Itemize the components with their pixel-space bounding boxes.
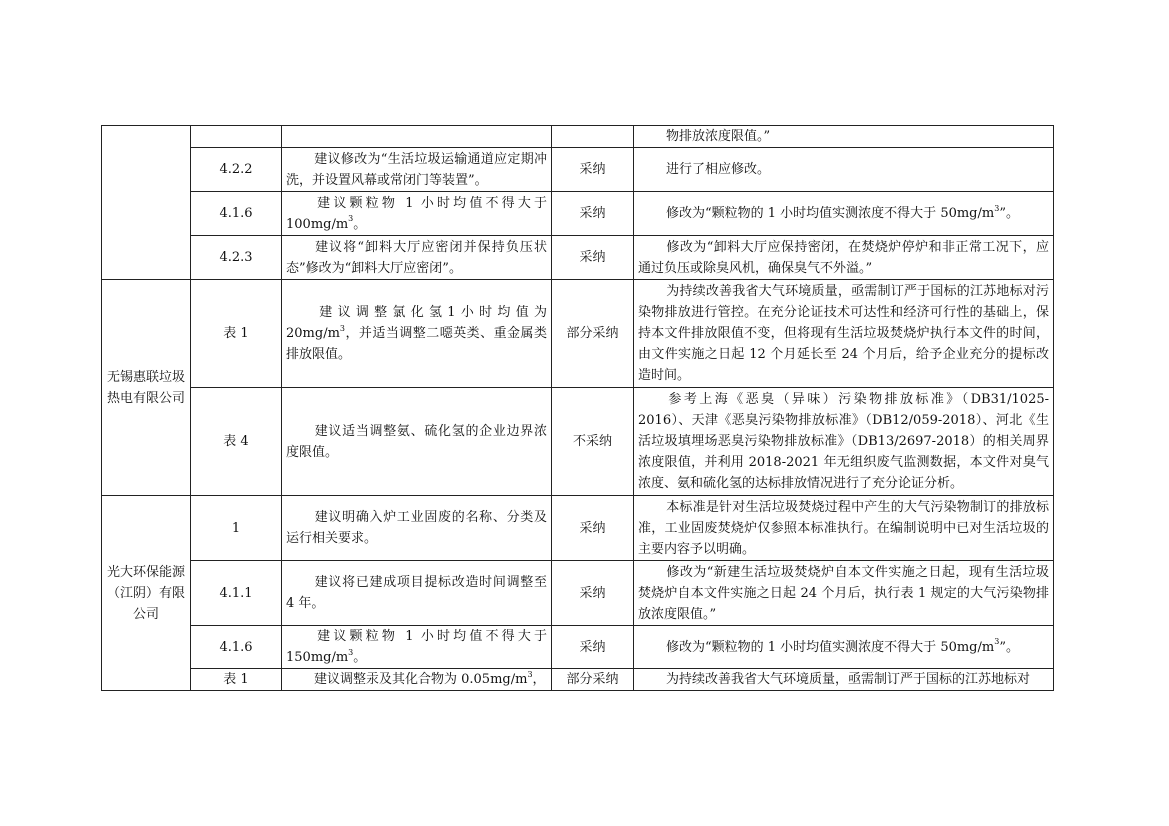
table-row xyxy=(102,236,1054,280)
note-cell: 进行了相应修改。 xyxy=(634,148,1054,192)
table-row xyxy=(102,496,1054,561)
table-row xyxy=(102,626,1054,669)
clause-cell: 1 xyxy=(191,496,282,561)
suggestion-cell: 建议调整氯化氢1小时均值为$20mg/m^3$，并适当调整二噁英类、重金属类排放限值。 xyxy=(282,280,552,388)
table-row xyxy=(102,148,1054,192)
table-row xyxy=(102,388,1054,496)
table-row xyxy=(102,280,1054,388)
note-cell: 修改为“颗粒物的 1 小时均值实测浓度不得大于 $50mg/m^3$”。 xyxy=(634,626,1054,669)
result-cell: 采纳 xyxy=(552,148,634,192)
org-cell: 无锡惠联垃圾热电有限公司 xyxy=(102,280,191,496)
org-cell: 光大环保能源（江阴）有限公司 xyxy=(102,496,191,691)
result-cell: 采纳 xyxy=(552,626,634,669)
result-cell: 采纳 xyxy=(552,561,634,626)
clause-cell: 4.2.2 xyxy=(191,148,282,192)
clause-cell: 表 1 xyxy=(191,669,282,691)
suggestion-cell: 建议适当调整氨、硫化氢的企业边界浓度限值。 xyxy=(282,388,552,496)
table-row xyxy=(102,561,1054,626)
suggestion-cell: 建议将“卸料大厅应密闭并保持负压状态”修改为“卸料大厅应密闭”。 xyxy=(282,236,552,280)
note-cell: 参考上海《恶臭（异味）污染物排放标准》（DB31/1025-2016）、天津《恶臭污染物排放标准》（DB12/059-2018）、河北《生活垃圾填埋场恶臭污染物排放标准》（DB13/2697-2018）的相关周界浓度限值，并利用 2018-2021 年无组织废气监测数据，本文件对臭气浓度、氨和硫化氢的达标排放情况进行了充分论证分析。 xyxy=(634,388,1054,496)
org-cell xyxy=(102,126,191,280)
result-cell: 部分采纳 xyxy=(552,280,634,388)
suggestion-cell: 建议颗粒物 1 小时均值不得大于 $100mg/m^3$。 xyxy=(282,192,552,236)
note-cell: 修改为“卸料大厅应保持密闭，在焚烧炉停炉和非正常工况下，应通过负压或除臭风机，确保臭气不外溢。” xyxy=(634,236,1054,280)
clause-cell: 4.1.6 xyxy=(191,626,282,669)
suggestion-cell xyxy=(282,126,552,148)
result-cell: 部分采纳 xyxy=(552,669,634,691)
clause-cell xyxy=(191,126,282,148)
result-cell: 采纳 xyxy=(552,192,634,236)
result-cell: 采纳 xyxy=(552,496,634,561)
suggestion-cell: 建议修改为“生活垃圾运输通道应定期冲洗，并设置风幕或常闭门等装置”。 xyxy=(282,148,552,192)
result-cell: 采纳 xyxy=(552,236,634,280)
table-row xyxy=(102,192,1054,236)
table-row xyxy=(102,126,1054,148)
clause-cell: 4.1.6 xyxy=(191,192,282,236)
clause-cell: 4.2.3 xyxy=(191,236,282,280)
note-cell: 物排放浓度限值。” xyxy=(634,126,1054,148)
note-cell: 为持续改善我省大气环境质量，亟需制订严于国标的江苏地标对污染物排放进行管控。在充分论证技术可达性和经济可行性的基础上，保持本文件排放限值不变，但将现有生活垃圾焚烧炉执行本文件的时间，由文件实施之日起 12 个月延长至 24 个月后，给予企业充分的提标改造时间。 xyxy=(634,280,1054,388)
clause-cell: 表 1 xyxy=(191,280,282,388)
clause-cell: 表 4 xyxy=(191,388,282,496)
feedback-table xyxy=(101,125,1054,691)
note-cell: 修改为“颗粒物的 1 小时均值实测浓度不得大于 $50mg/m^3$”。 xyxy=(634,192,1054,236)
suggestion-cell: 建议明确入炉工业固废的名称、分类及运行相关要求。 xyxy=(282,496,552,561)
result-cell xyxy=(552,126,634,148)
note-cell: 修改为“新建生活垃圾焚烧炉自本文件实施之日起，现有生活垃圾焚烧炉自本文件实施之日起 24 个月后，执行表 1 规定的大气污染物排放浓度限值。” xyxy=(634,561,1054,626)
suggestion-cell: 建议调整汞及其化合物为 $0.05mg/m^3$， xyxy=(282,669,552,691)
suggestion-cell: 建议将已建成项目提标改造时间调整至 4 年。 xyxy=(282,561,552,626)
suggestion-cell: 建议颗粒物 1 小时均值不得大于 $150mg/m^3$。 xyxy=(282,626,552,669)
note-cell: 本标准是针对生活垃圾焚烧过程中产生的大气污染物制订的排放标准，工业固废焚烧炉仅参照本标准执行。在编制说明中已对生活垃圾的主要内容予以明确。 xyxy=(634,496,1054,561)
result-cell: 不采纳 xyxy=(552,388,634,496)
note-cell: 为持续改善我省大气环境质量，亟需制订严于国标的江苏地标对 xyxy=(634,669,1054,691)
clause-cell: 4.1.1 xyxy=(191,561,282,626)
table-row xyxy=(102,669,1054,691)
